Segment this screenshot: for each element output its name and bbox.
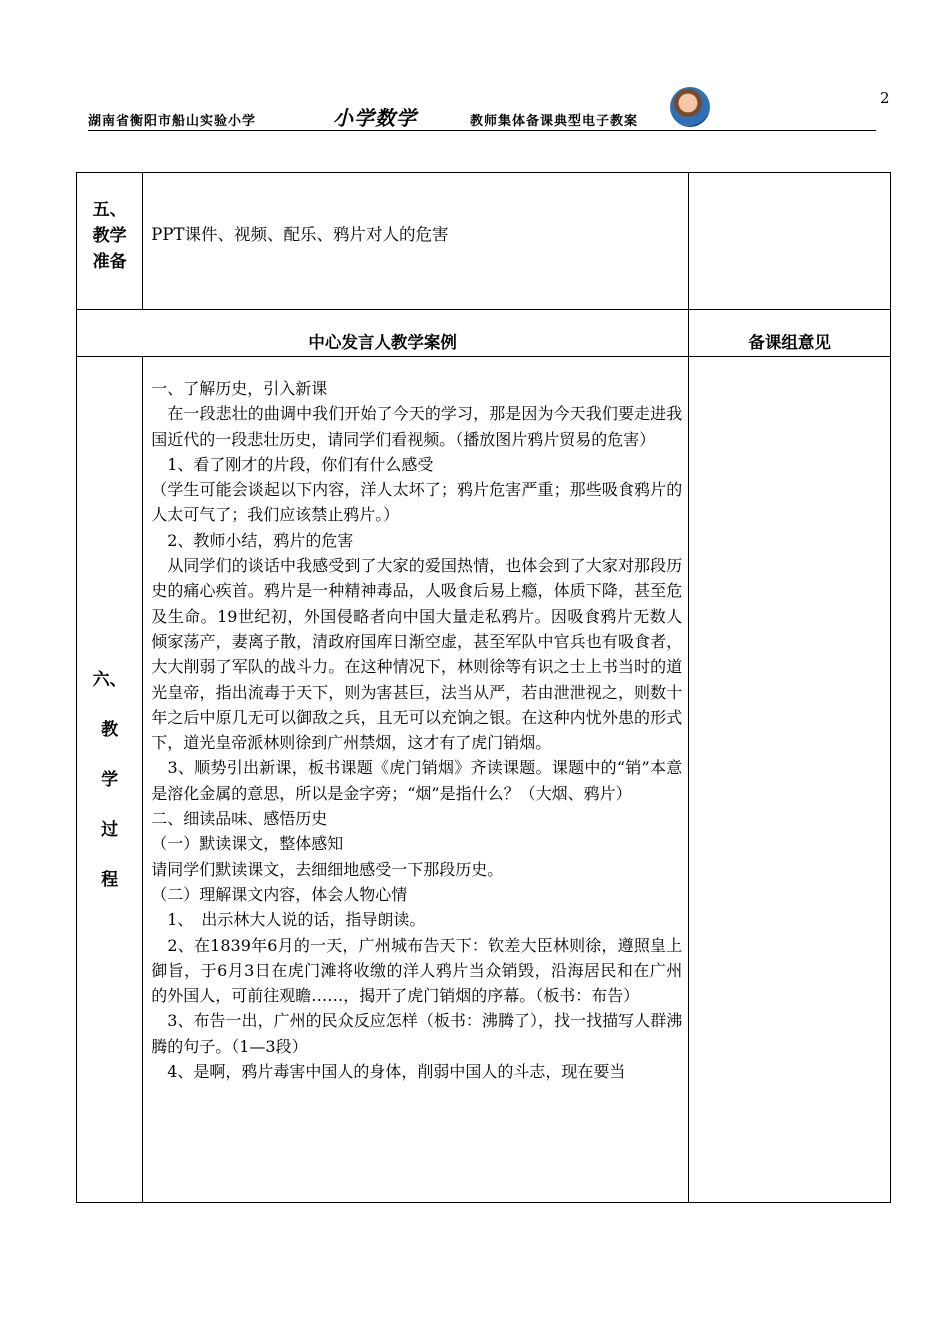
paragraph: （学生可能会谈起以下内容，洋人太坏了；鸦片危害严重；那些吸食鸦片的人太可气了；我们应该禁止鸦片。） xyxy=(151,480,683,525)
prep-opinion-cell xyxy=(689,173,891,310)
subject-title: 小学数学 xyxy=(333,106,417,130)
page-header xyxy=(88,100,876,132)
prep-row xyxy=(77,173,891,310)
section-header-row xyxy=(77,310,891,357)
paragraph: 1、看了刚才的片段，你们有什么感受 xyxy=(151,454,434,474)
paragraph: 在一段悲壮的曲调中我们开始了今天的学习，那是因为今天我们要走进我国近代的一段悲壮历史，请同学们看视频。（播放图片鸦片贸易的危害） xyxy=(151,404,683,449)
paragraph: 2、教师小结，鸦片的危害 xyxy=(151,530,354,550)
document-title: 教师集体备课典型电子教案 xyxy=(470,114,639,129)
paragraph: 一、了解历史，引入新课 xyxy=(151,379,328,398)
process-content xyxy=(143,357,689,1203)
lesson-plan-table xyxy=(76,172,891,1203)
paragraph: 4、是啊，鸦片毒害中国人的身体，削弱中国人的斗志，现在要当 xyxy=(151,1062,626,1082)
paragraph: 3、顺势引出新课，板书课题《虎门销烟》齐读课题。课题中的“销”本意是溶化金属的意思，所以是金字旁；“烟”是指什么？（大烟、鸦片） xyxy=(151,758,683,803)
prep-label xyxy=(77,173,143,310)
avatar-logo-icon xyxy=(670,87,710,127)
opinion-header: 备课组意见 xyxy=(689,310,891,357)
paragraph: 1、 出示林大人说的话，指导朗读。 xyxy=(151,910,426,930)
process-opinion-cell xyxy=(689,357,891,1203)
paragraph: 3、布告一出，广州的民众反应怎样（板书：沸腾了），找一找描写人群沸腾的句子。（1—3段） xyxy=(151,1011,683,1056)
process-label-char: 学 xyxy=(101,769,119,790)
paragraph: （二）理解课文内容，体会人物心情 xyxy=(151,884,408,904)
prep-label-line: 教学 xyxy=(92,226,127,246)
paragraph: 2、在1839年6月的一天，广州城布告天下：钦差大臣林则徐，遵照皇上御旨，于6月3日在虎门滩将收缴的洋人鸦片当众销毁，沿海居民和在广州的外国人，可前往观瞻……，揭开了虎门销烟的序幕。（板书：布告） xyxy=(151,935,683,1006)
prep-materials: PPT课件、视频、配乐、鸦片对人的危害 xyxy=(143,173,689,310)
process-label-char: 六、 xyxy=(92,669,127,690)
process-label-char: 程 xyxy=(101,869,119,890)
paragraph: 从同学们的谈话中我感受到了大家的爱国热情，也体会到了大家对那段历史的痛心疾首。鸦片是一种精神毒品，人吸食后易上瘾，体质下降，甚至危及生命。19世纪初，外国侵略者向中国大量走私鸦片。因吸食鸦片无数人倾家荡产，妻离子散，清政府国库日渐空虚，甚至军队中官兵也有吸食者，大大削弱了军队的战斗力。在这种情况下，林则徐等有识之士上书当时的道光皇帝，指出流毒于天下，则为害甚巨，法当从严，若由泄泄视之，则数十年之后中原几无可以御敌之兵，且无可以充饷之银。在这种内忧外患的形式下，道光皇帝派林则徐到广州禁烟，这才有了虎门销烟。 xyxy=(151,556,683,753)
school-name: 湖南省衡阳市船山实验小学 xyxy=(88,114,257,129)
paragraph: 二、细读品味、感悟历史 xyxy=(151,809,328,829)
process-label-char: 教 xyxy=(101,719,119,740)
prep-label-line: 五、 xyxy=(92,200,127,220)
paragraph: 请同学们默读课文，去细细地感受一下那段历史。 xyxy=(151,859,504,879)
process-label xyxy=(77,357,143,1203)
process-label-char: 过 xyxy=(101,819,119,840)
page-number: 2 xyxy=(880,89,890,107)
case-header: 中心发言人教学案例 xyxy=(77,310,689,357)
paragraph: （一）默读课文，整体感知 xyxy=(151,834,344,854)
header-divider xyxy=(88,130,876,131)
process-row xyxy=(77,357,891,1203)
prep-label-line: 准备 xyxy=(92,252,127,272)
